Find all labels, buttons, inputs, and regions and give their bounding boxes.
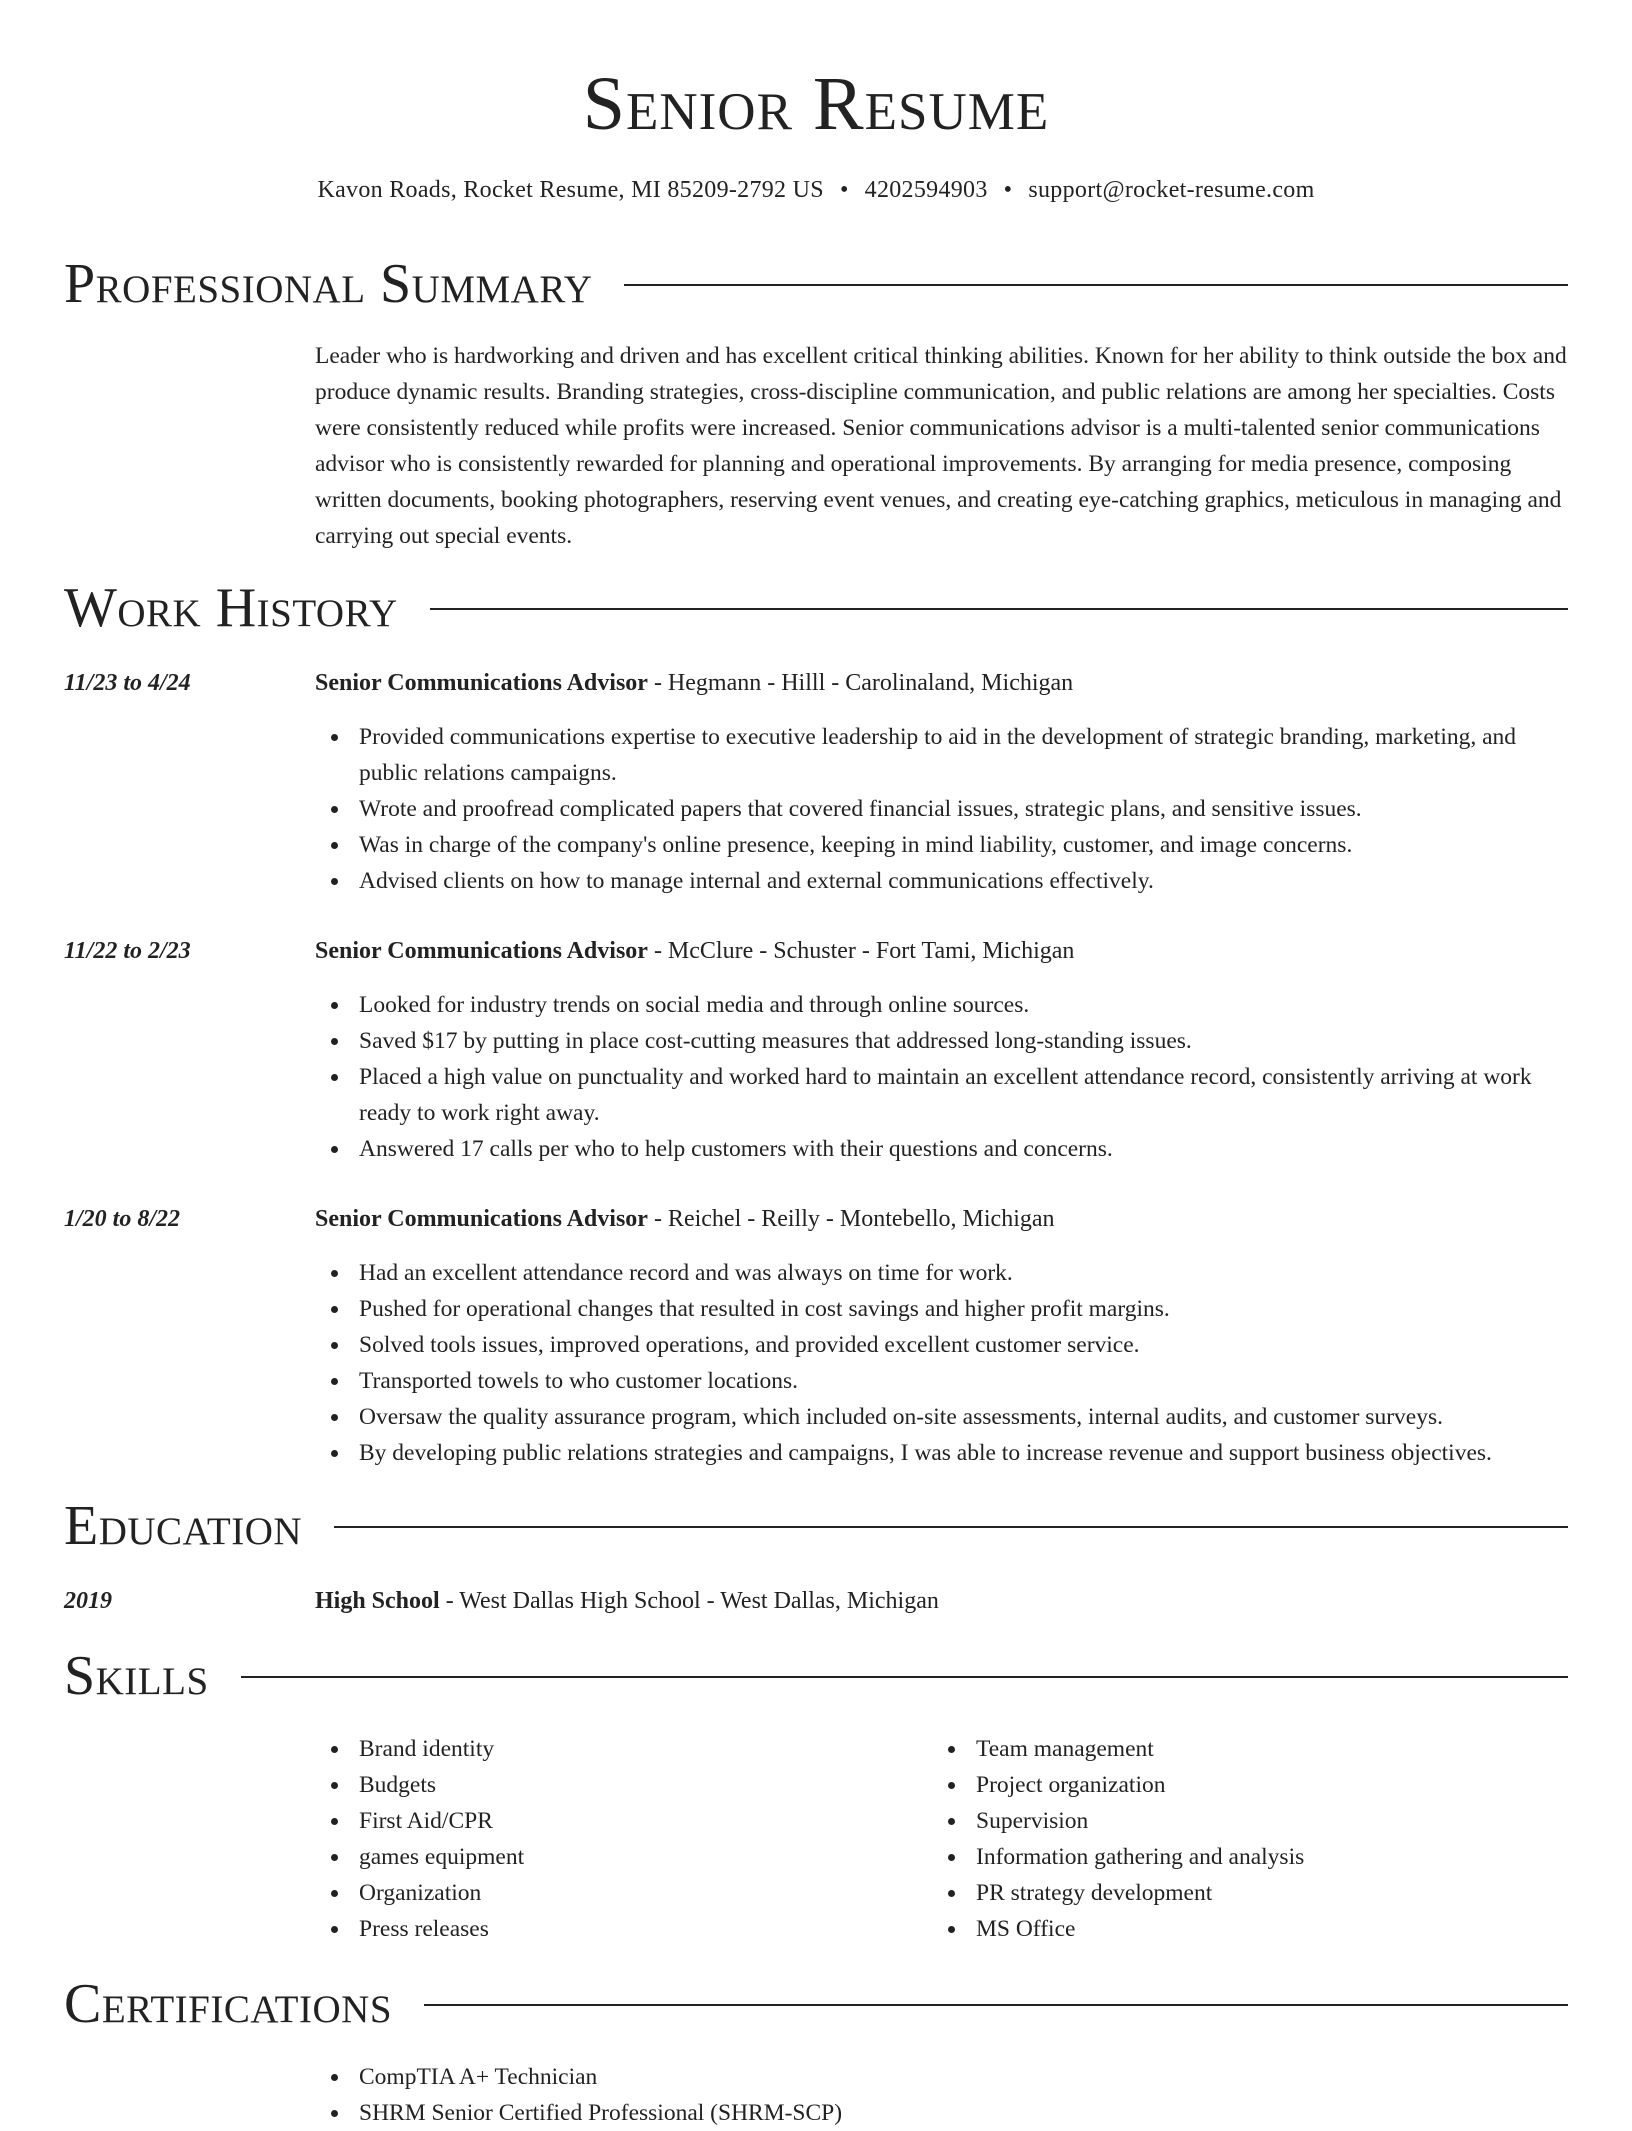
separator-dot: •: [839, 177, 849, 203]
job-bullets: [315, 987, 1568, 1167]
job-dates: 1/20 to 8/22: [64, 1206, 181, 1232]
list-item: Saved $17 by putting in place cost-cutting measures that addressed long-standing issues.: [359, 1023, 1568, 1059]
section-heading-skills: [64, 1644, 1568, 1708]
section-divider: [241, 1676, 1568, 1678]
skill-item: Brand identity: [359, 1731, 1568, 1767]
education-year: 2019: [64, 1588, 112, 1614]
section-title: Skills: [64, 1645, 209, 1707]
job-bullets: [315, 1255, 1568, 1471]
section-title: Work History: [64, 577, 398, 639]
section-heading-work-history: [64, 576, 1568, 640]
skill-item: Budgets: [359, 1767, 1568, 1803]
list-item: Transported towels to who customer locations.: [359, 1363, 1568, 1399]
section-heading-summary: [64, 252, 1568, 316]
phone: 4202594903: [864, 177, 988, 203]
job-title-line: [315, 665, 1568, 701]
job-dates: 11/22 to 2/23: [64, 938, 191, 964]
list-item: Provided communications expertise to executive leadership to aid in the development of strategic branding, marketing, and public relations campaigns.: [359, 719, 1568, 791]
education-details: - West Dallas High School - West Dallas, Michigan: [439, 1588, 939, 1614]
email: support@rocket-resume.com: [1028, 177, 1315, 203]
job-details: - Reichel - Reilly - Montebello, Michigan: [647, 1206, 1055, 1232]
job-details: - Hegmann - Hilll - Carolinaland, Michigan: [647, 670, 1074, 696]
job-bullets: [315, 719, 1568, 899]
skill-item: games equipment: [359, 1839, 1568, 1875]
job-dates: 11/23 to 4/24: [64, 670, 191, 696]
skill-item: Project organization: [976, 1767, 1632, 1803]
skill-item: Supervision: [976, 1803, 1632, 1839]
job-title: Senior Communications Advisor: [315, 670, 648, 696]
skill-item: MS Office: [976, 1911, 1632, 1947]
contact-line: [64, 172, 1568, 208]
section-heading-certifications: [64, 1972, 1568, 2036]
job-title: Senior Communications Advisor: [315, 1206, 648, 1232]
section-divider: [624, 284, 1568, 286]
skill-item: PR strategy development: [976, 1875, 1632, 1911]
list-item: Advised clients on how to manage internal and external communications effectively.: [359, 863, 1568, 899]
job-title: Senior Communications Advisor: [315, 938, 648, 964]
education-line: [315, 1583, 1568, 1619]
list-item: Looked for industry trends on social media and through online sources.: [359, 987, 1568, 1023]
section-divider: [424, 2004, 1568, 2006]
list-item: Answered 17 calls per who to help customers with their questions and concerns.: [359, 1131, 1568, 1167]
education-degree: High School: [315, 1588, 440, 1614]
address: Kavon Roads, Rocket Resume, MI 85209-2792 US: [317, 177, 824, 203]
skills-list-right: [932, 1731, 1632, 1947]
section-title: Professional Summary: [64, 253, 593, 315]
job-title-line: [315, 933, 1568, 969]
certification-item: CompTIA A+ Technician: [359, 2059, 1568, 2095]
skill-item: Organization: [359, 1875, 1568, 1911]
list-item: Solved tools issues, improved operations, and provided excellent customer service.: [359, 1327, 1568, 1363]
list-item: Placed a high value on punctuality and worked hard to maintain an excellent attendance record, consistently arriving at work ready to work right away.: [359, 1059, 1568, 1131]
section-title: Certifications: [64, 1973, 393, 2035]
skill-item: First Aid/CPR: [359, 1803, 1568, 1839]
skill-item: Press releases: [359, 1911, 1568, 1947]
list-item: Oversaw the quality assurance program, which included on-site assessments, internal audits, and customer surveys.: [359, 1399, 1568, 1435]
section-heading-education: [64, 1494, 1568, 1558]
list-item: Pushed for operational changes that resulted in cost savings and higher profit margins.: [359, 1291, 1568, 1327]
section-divider: [334, 1526, 1568, 1528]
skill-item: Team management: [976, 1731, 1632, 1767]
summary-text: Leader who is hardworking and driven and has excellent critical thinking abilities. Known for her ability to think outside the box and produce dynamic results. Branding strategies, cross-discipline communication, and public relations are among her specialties. Costs were consistently reduced while profits were increased. Senior communications advisor is a multi-talented senior communications advisor who is consistently rewarded for planning and operational improvements. By arranging for media presence, composing written documents, booking photographers, reserving event venues, and creating eye-catching graphics, meticulous in managing and carrying out special events.: [315, 343, 1567, 549]
list-item: Was in charge of the company's online presence, keeping in mind liability, customer, and image concerns.: [359, 827, 1568, 863]
resume-title: Senior Resume: [582, 62, 1050, 146]
separator-dot: •: [1003, 177, 1013, 203]
job-details: - McClure - Schuster - Fort Tami, Michigan: [647, 938, 1075, 964]
section-divider: [430, 608, 1568, 610]
list-item: Wrote and proofread complicated papers that covered financial issues, strategic plans, and sensitive issues.: [359, 791, 1568, 827]
certification-item: SHRM Senior Certified Professional (SHRM-SCP): [359, 2095, 1568, 2131]
skill-item: Information gathering and analysis: [976, 1839, 1632, 1875]
list-item: Had an excellent attendance record and was always on time for work.: [359, 1255, 1568, 1291]
section-title: Education: [64, 1495, 303, 1557]
list-item: By developing public relations strategies and campaigns, I was able to increase revenue and support business objectives.: [359, 1435, 1568, 1471]
job-title-line: [315, 1201, 1568, 1237]
certifications-list: [315, 2059, 1568, 2131]
